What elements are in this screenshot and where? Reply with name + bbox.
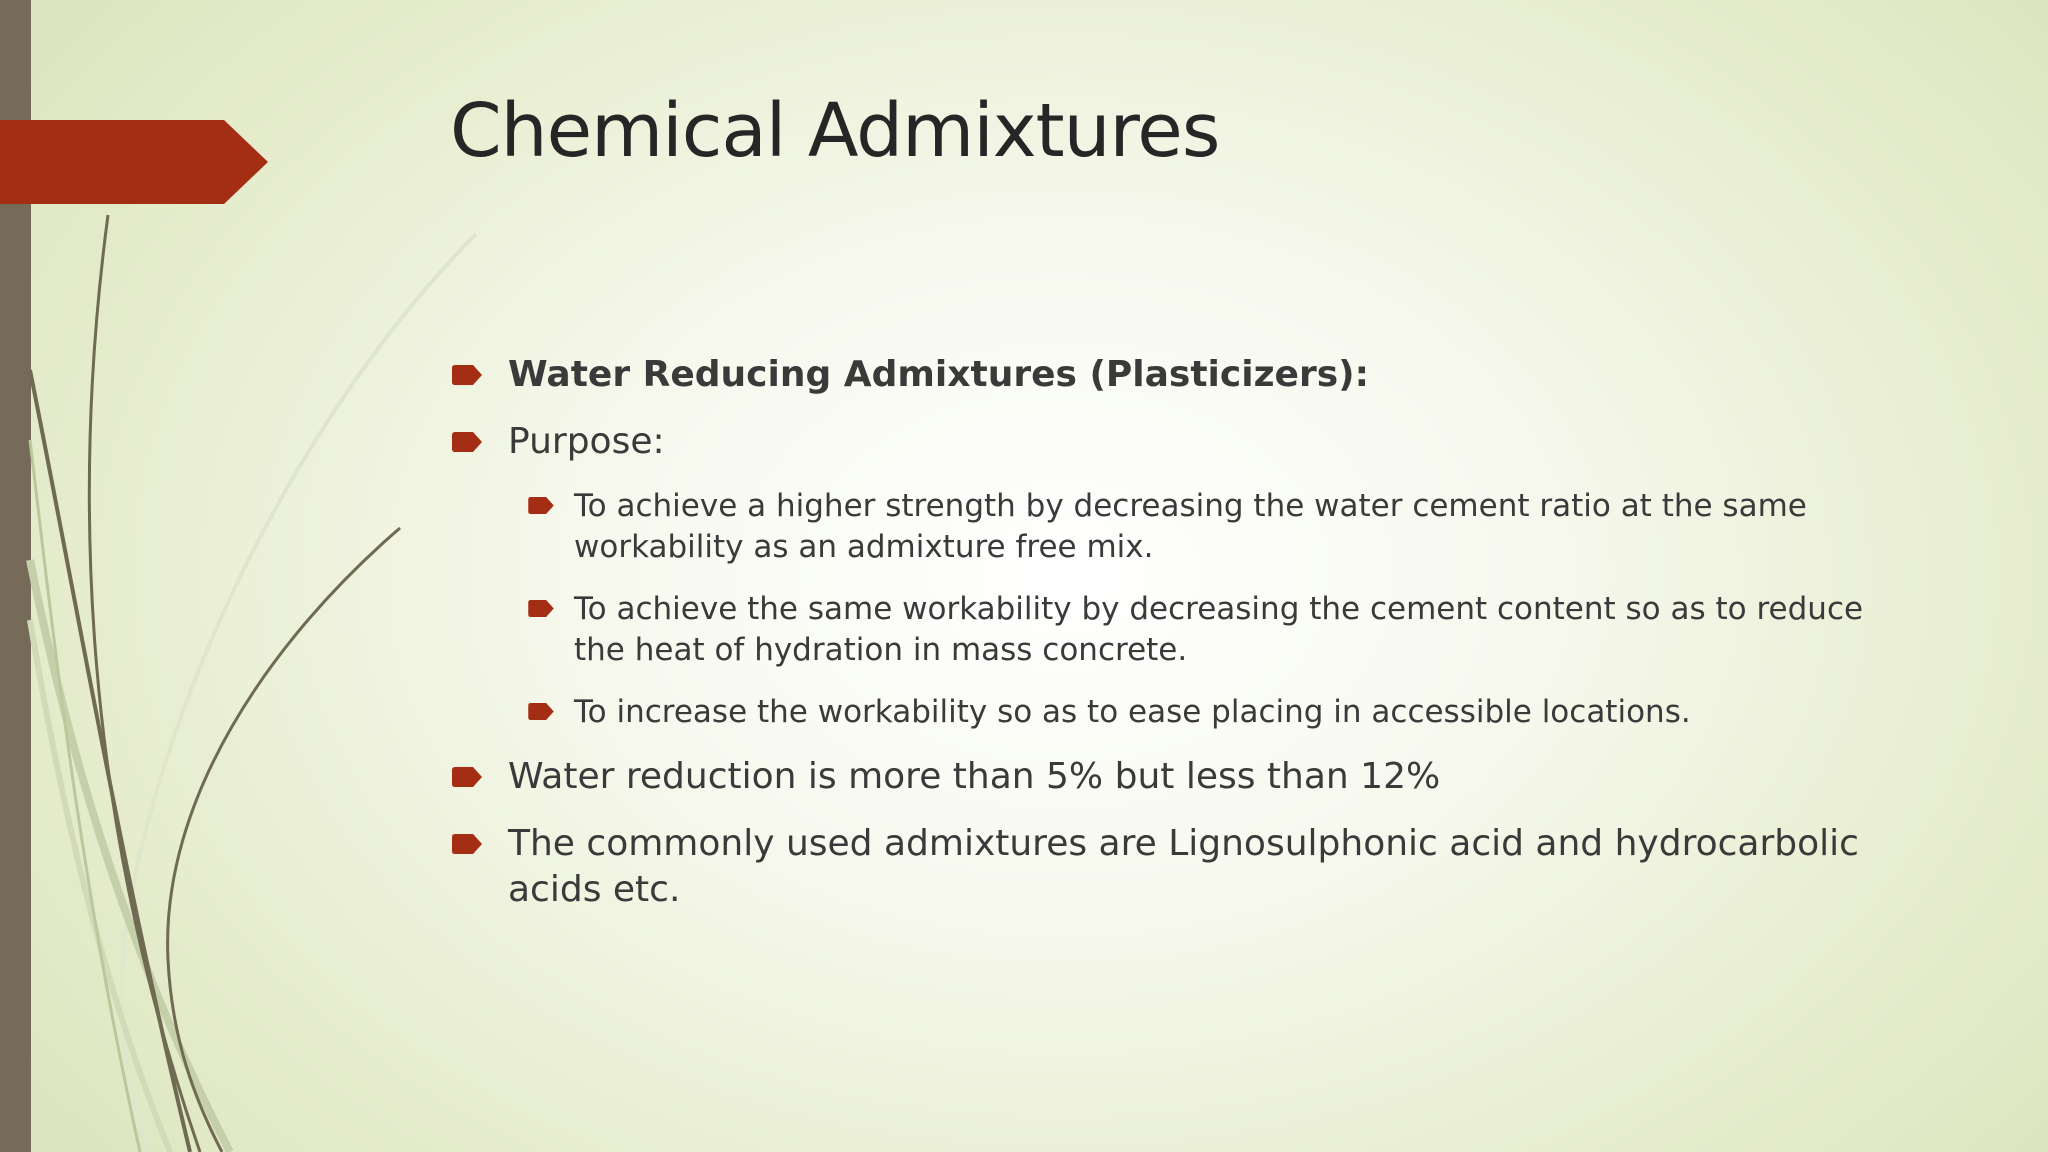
slide-bullet-list (452, 352, 1892, 934)
arrow-bullet-icon (452, 767, 482, 787)
sub-bullet-item (528, 486, 1892, 568)
bullet-item (452, 754, 1892, 800)
bullet-text: Purpose: (508, 421, 665, 462)
arrow-bullet-icon (452, 834, 482, 854)
sub-bullet-item (528, 589, 1892, 671)
bullet-item (452, 352, 1892, 398)
arrow-bullet-icon (452, 365, 482, 385)
bullet-text: Water reduction is more than 5% but less than 12% (508, 756, 1441, 797)
bullet-item (452, 821, 1892, 913)
arrow-bullet-icon (452, 432, 482, 452)
title-accent-arrow (0, 120, 268, 204)
bullet-text: The commonly used admixtures are Lignosulphonic acid and hydrocarbolic acids etc. (508, 823, 1859, 910)
arrow-bullet-icon (528, 600, 554, 617)
bullet-item (452, 419, 1892, 465)
arrow-bullet-icon (528, 497, 554, 514)
sub-bullet-text: To achieve the same workability by decreasing the cement content so as to reduce the heat of hydration in mass concrete. (574, 591, 1864, 668)
sub-bullet-text: To achieve a higher strength by decreasing the water cement ratio at the same workability as an admixture free mix. (574, 488, 1807, 565)
arrow-bullet-icon (528, 703, 554, 720)
sub-bullet-item (528, 692, 1892, 733)
bullet-text: Water Reducing Admixtures (Plasticizers): (508, 354, 1369, 395)
sub-bullet-text: To increase the workability so as to ease placing in accessible locations. (574, 694, 1691, 730)
slide-title: Chemical Admixtures (450, 88, 1220, 174)
